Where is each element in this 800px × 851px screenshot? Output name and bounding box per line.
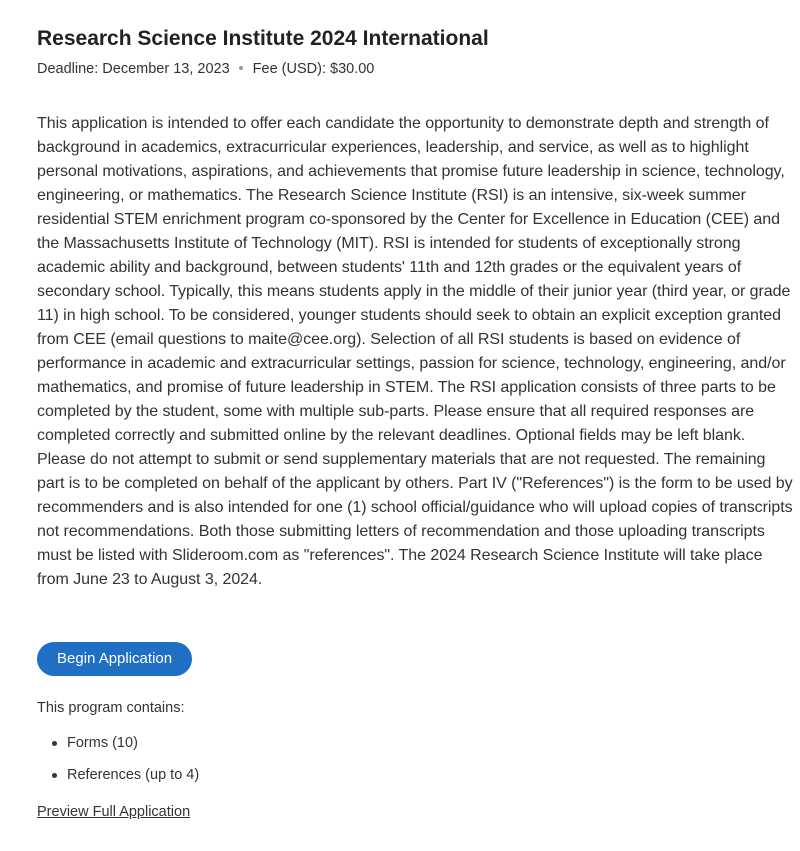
program-meta — [37, 60, 797, 78]
program-contents-list — [37, 734, 797, 784]
bullet-icon — [52, 773, 57, 778]
list-item-label: Forms (10) — [67, 735, 138, 751]
program-page — [37, 26, 797, 821]
program-contains-label: This program contains: — [37, 700, 185, 716]
list-item-label: References (up to 4) — [67, 767, 200, 783]
bullet-icon — [52, 741, 57, 746]
preview-full-application-link[interactable]: Preview Full Application — [37, 804, 191, 820]
program-title: Research Science Institute 2024 International — [37, 27, 489, 50]
list-item — [67, 734, 797, 752]
begin-application-button[interactable]: Begin Application — [37, 642, 192, 676]
separator-dot-icon — [239, 66, 243, 70]
list-item — [67, 766, 797, 784]
deadline-text: Deadline: December 13, 2023 — [37, 61, 230, 77]
fee-text: Fee (USD): $30.00 — [252, 61, 375, 77]
program-description: This application is intended to offer each candidate the opportunity to demonstrate depth and strength of background in academics, extracurricular experiences, leadership, and service, as well as to highlight personal motivations, aspirations, and achievements that promise future leadership in science, technology, engineering, or mathematics. The Research Science Institute (RSI) is an intensive, six-week summer residential STEM enrichment program co-sponsored by the Center for Excellence in Education (CEE) and the Massachusetts Institute of Technology (MIT). RSI is intended for students of exceptionally strong academic ability and background, between students' 11th and 12th grades or the equivalent years of secondary school. Typically, this means students apply in the middle of their junior year (third year, or grade 11) in high school. To be considered, younger students should seek to obtain an explicit exception granted from CEE (email questions to maite@cee.org). Selection of all RSI students is based on evidence of performance in academic and extracurricular settings, passion for science, technology, engineering, and/or mathematics, and promise of future leadership in STEM. The RSI application consists of three parts to be completed by the student, some with multiple sub-parts. Please ensure that all required responses are completed correctly and submitted online by the relevant deadlines. Optional fields may be left blank. Please do not attempt to submit or send supplementary materials that are not requested. The remaining part is to be completed on behalf of the applicant by others. Part IV ("References") is the form to be used by recommenders and is also intended for one (1) school official/guidance who will upload copies of transcripts not recommendations. Both those submitting letters of recommendation and those uploading transcripts must be listed with Slideroom.com as "references". The 2024 Research Science Institute will take place from June 23 to August 3, 2024. — [37, 115, 793, 588]
